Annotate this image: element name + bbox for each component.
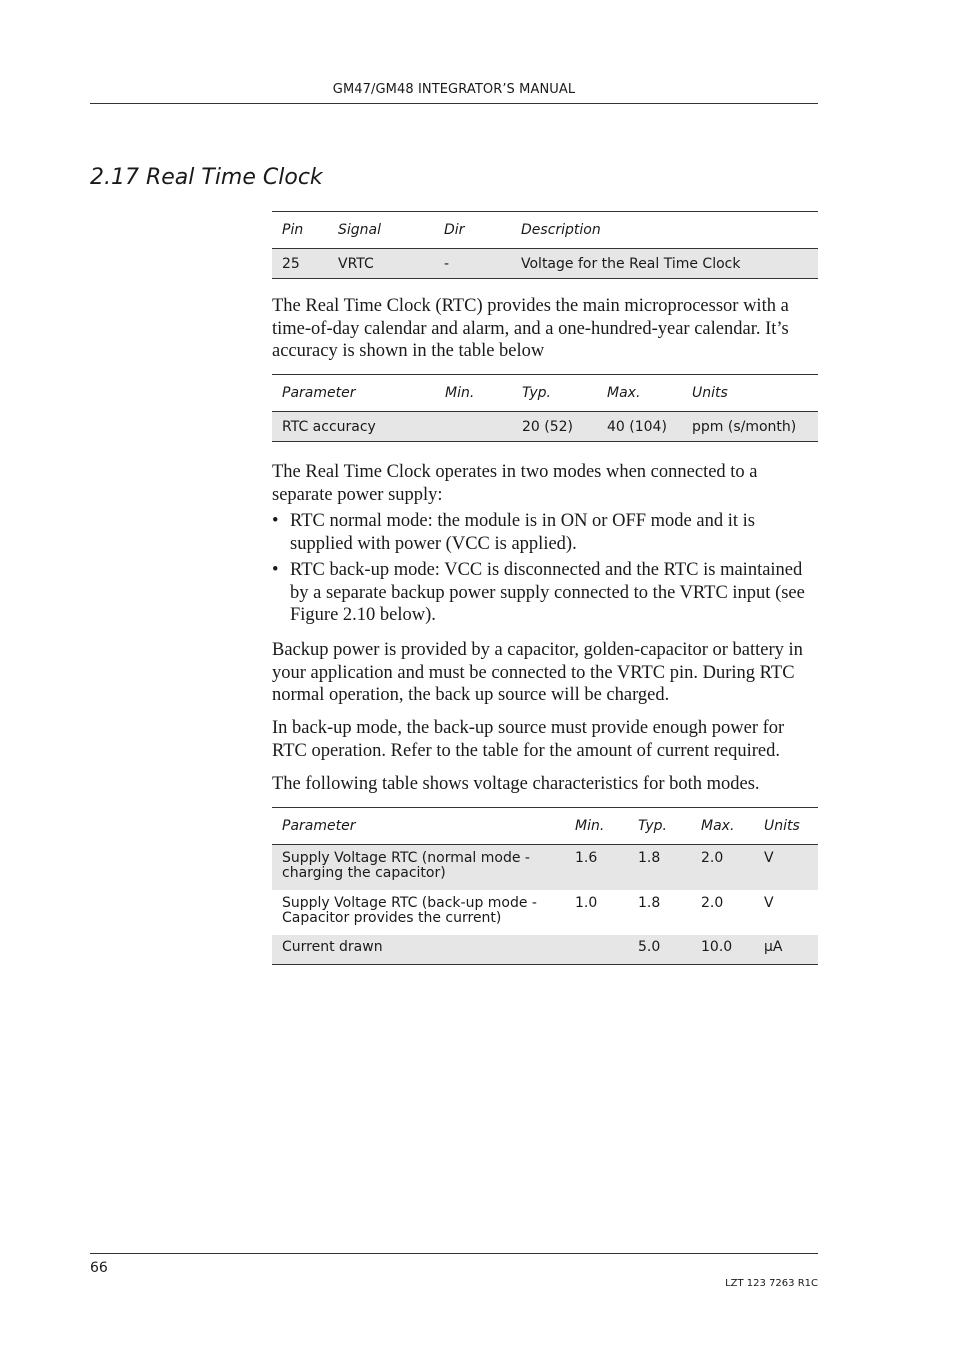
table-cell: 2.0 [701, 894, 724, 911]
column-header: Signal [328, 212, 434, 249]
table-cell: 1.8 [638, 894, 661, 911]
column-header: Parameter [272, 808, 565, 845]
document-code: LZT 123 7263 R1C [725, 1278, 818, 1289]
column-header: Dir [434, 212, 511, 249]
column-header: Parameter [272, 375, 435, 412]
voltage-intro-paragraph: The following table shows voltage characteristics for both modes. [272, 774, 760, 794]
table-cell: 1.6 [565, 845, 628, 890]
table-cell: Supply Voltage RTC (back-up mode - Capacitor provides the current) [282, 894, 537, 926]
modes-intro-paragraph: The Real Time Clock operates in two modes when connected to a separate power supply: [272, 462, 758, 505]
backup-mode-paragraph: In back-up mode, the back-up source must provide enough power for RTC operation. Refer to the table for the amount of current required. [272, 718, 785, 761]
table-cell: 1.0 [575, 894, 598, 911]
column-header: Typ. [512, 375, 597, 412]
header-rule [90, 103, 818, 104]
table-cell: - [434, 249, 511, 279]
column-header: Units [682, 375, 818, 412]
table-cell: VRTC [328, 249, 434, 279]
running-header: GM47/GM48 INTEGRATOR’S MANUAL [332, 82, 576, 97]
list-item-text: RTC back-up mode: VCC is disconnected and the RTC is maintained by a separate backup power supply connected to the VRTC input (see Figure 2.10 below). [290, 560, 805, 625]
table-cell: 2.0 [691, 845, 754, 890]
table-header-row [272, 808, 818, 845]
voltage-table [272, 807, 818, 965]
intro-paragraph: The Real Time Clock (RTC) provides the main microprocessor with a time-of-day calendar and alarm, and a one-hundred-year calendar. It’s accuracy is shown in the table below [272, 296, 789, 361]
table-cell: ppm (s/month) [682, 412, 818, 442]
column-header: Typ. [628, 808, 691, 845]
bullet-icon: • [272, 511, 279, 531]
table-cell: 40 (104) [597, 412, 682, 442]
footer-rule [90, 1253, 818, 1254]
mode-list [272, 510, 820, 631]
table-cell: Current drawn [272, 935, 565, 965]
column-header: Max. [691, 808, 754, 845]
table-cell: Voltage for the Real Time Clock [511, 249, 818, 279]
table-row [272, 845, 818, 890]
accuracy-table [272, 374, 818, 442]
bullet-icon: • [272, 560, 279, 580]
list-item-text: RTC normal mode: the module is in ON or OFF mode and it is supplied with power (VCC is applied). [290, 511, 755, 554]
table-row [272, 249, 818, 279]
table-row [272, 935, 818, 965]
pin-table [272, 211, 818, 279]
list-item [272, 510, 820, 555]
table-cell: Supply Voltage RTC (normal mode - charging the capacitor) [272, 845, 565, 890]
table-cell: 1.8 [628, 845, 691, 890]
table-header-row [272, 212, 818, 249]
table-cell [435, 412, 512, 442]
table-cell: 25 [272, 249, 328, 279]
table-cell: 5.0 [628, 935, 691, 965]
table-cell [565, 935, 628, 965]
backup-power-paragraph: Backup power is provided by a capacitor, golden-capacitor or battery in your application and must be connected to the VRTC pin. During RTC normal operation, the back up source will be charged. [272, 640, 803, 705]
column-header: Max. [597, 375, 682, 412]
table-cell: 20 (52) [512, 412, 597, 442]
column-header: Units [754, 808, 818, 845]
table-header-row [272, 375, 818, 412]
column-header: Description [511, 212, 818, 249]
column-header: Min. [435, 375, 512, 412]
table-row [272, 412, 818, 442]
section-heading: 2.17 Real Time Clock [90, 165, 323, 190]
table-cell: µA [754, 935, 818, 965]
column-header: Min. [565, 808, 628, 845]
table-cell: 10.0 [691, 935, 754, 965]
page-number: 66 [90, 1260, 108, 1276]
table-row [272, 890, 818, 935]
column-header: Pin [272, 212, 328, 249]
table-cell: RTC accuracy [272, 412, 435, 442]
table-cell: V [754, 845, 818, 890]
table-cell: V [764, 894, 774, 911]
list-item [272, 559, 820, 627]
